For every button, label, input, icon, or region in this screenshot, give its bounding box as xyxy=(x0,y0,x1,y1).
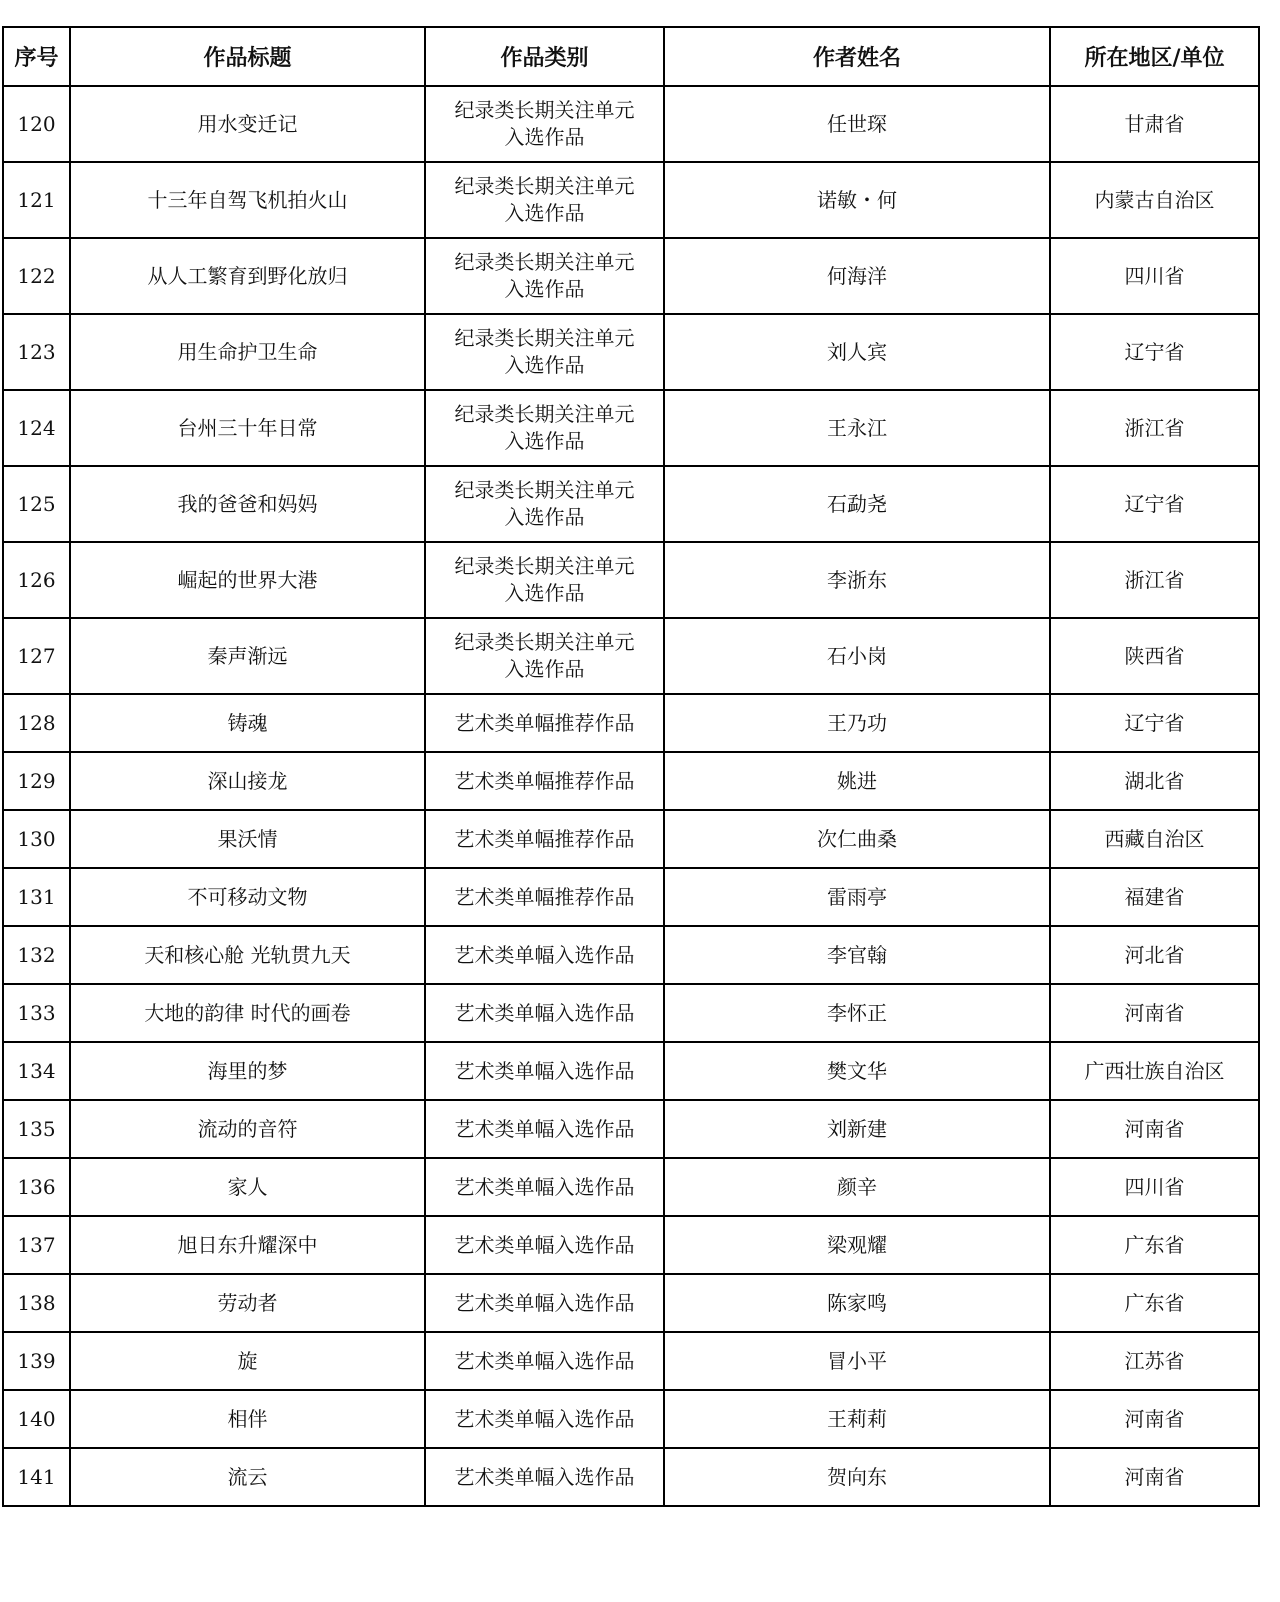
category-line: 入选作品 xyxy=(504,125,585,149)
table-row xyxy=(3,1100,1259,1158)
cell-number: 126 xyxy=(3,542,70,618)
cell-number: 135 xyxy=(3,1100,70,1158)
cell-category xyxy=(425,542,664,618)
cell-category xyxy=(425,466,664,542)
cell-title: 果沃情 xyxy=(70,810,425,868)
cell-author: 王乃功 xyxy=(664,694,1050,752)
cell-number: 134 xyxy=(3,1042,70,1100)
table-row xyxy=(3,752,1259,810)
cell-region: 广东省 xyxy=(1050,1274,1259,1332)
cell-author: 冒小平 xyxy=(664,1332,1050,1390)
cell-author: 刘人宾 xyxy=(664,314,1050,390)
cell-category xyxy=(425,238,664,314)
table-row xyxy=(3,984,1259,1042)
cell-author: 李怀正 xyxy=(664,984,1050,1042)
table-row xyxy=(3,1448,1259,1506)
cell-title: 天和核心舱 光轨贯九天 xyxy=(70,926,425,984)
category-line: 艺术类单幅入选作品 xyxy=(454,1406,635,1431)
category-line: 艺术类单幅入选作品 xyxy=(454,942,635,967)
table-row xyxy=(3,1042,1259,1100)
cell-number: 129 xyxy=(3,752,70,810)
cell-author: 陈家鸣 xyxy=(664,1274,1050,1332)
cell-number: 122 xyxy=(3,238,70,314)
cell-author: 贺向东 xyxy=(664,1448,1050,1506)
cell-region: 河北省 xyxy=(1050,926,1259,984)
cell-category xyxy=(425,86,664,162)
cell-title: 从人工繁育到野化放归 xyxy=(70,238,425,314)
table-body xyxy=(3,86,1259,1506)
cell-region: 湖北省 xyxy=(1050,752,1259,810)
table-header-row xyxy=(3,27,1259,86)
cell-number: 139 xyxy=(3,1332,70,1390)
header-title: 作品标题 xyxy=(70,27,425,86)
cell-region: 浙江省 xyxy=(1050,390,1259,466)
cell-number: 140 xyxy=(3,1390,70,1448)
table-row xyxy=(3,1332,1259,1390)
category-line: 纪录类长期关注单元 xyxy=(454,402,635,426)
cell-author: 颜辛 xyxy=(664,1158,1050,1216)
cell-number: 137 xyxy=(3,1216,70,1274)
cell-title: 台州三十年日常 xyxy=(70,390,425,466)
cell-title: 用水变迁记 xyxy=(70,86,425,162)
cell-category xyxy=(425,1100,664,1158)
cell-number: 133 xyxy=(3,984,70,1042)
cell-region: 广东省 xyxy=(1050,1216,1259,1274)
table-row xyxy=(3,162,1259,238)
category-line: 艺术类单幅入选作品 xyxy=(454,1464,635,1489)
cell-region: 河南省 xyxy=(1050,1100,1259,1158)
header-category: 作品类别 xyxy=(425,27,664,86)
category-line: 艺术类单幅入选作品 xyxy=(454,1000,635,1025)
cell-title: 深山接龙 xyxy=(70,752,425,810)
category-line: 入选作品 xyxy=(504,429,585,453)
cell-region: 广西壮族自治区 xyxy=(1050,1042,1259,1100)
category-line: 艺术类单幅推荐作品 xyxy=(454,884,635,909)
cell-number: 125 xyxy=(3,466,70,542)
cell-category xyxy=(425,752,664,810)
cell-category xyxy=(425,1216,664,1274)
category-line: 入选作品 xyxy=(504,201,585,225)
cell-region: 四川省 xyxy=(1050,238,1259,314)
cell-author: 次仁曲桑 xyxy=(664,810,1050,868)
cell-author: 任世琛 xyxy=(664,86,1050,162)
cell-category xyxy=(425,926,664,984)
cell-number: 121 xyxy=(3,162,70,238)
category-line: 纪录类长期关注单元 xyxy=(454,98,635,122)
table-row xyxy=(3,1216,1259,1274)
header-region: 所在地区/单位 xyxy=(1050,27,1259,86)
table-row xyxy=(3,694,1259,752)
cell-category xyxy=(425,390,664,466)
cell-author: 樊文华 xyxy=(664,1042,1050,1100)
cell-number: 136 xyxy=(3,1158,70,1216)
category-line: 艺术类单幅推荐作品 xyxy=(454,710,635,735)
cell-author: 王莉莉 xyxy=(664,1390,1050,1448)
cell-region: 甘肃省 xyxy=(1050,86,1259,162)
cell-category xyxy=(425,1390,664,1448)
category-line: 艺术类单幅入选作品 xyxy=(454,1290,635,1315)
cell-author: 石小岗 xyxy=(664,618,1050,694)
table-row xyxy=(3,1390,1259,1448)
cell-title: 铸魂 xyxy=(70,694,425,752)
cell-region: 辽宁省 xyxy=(1050,466,1259,542)
cell-title: 相伴 xyxy=(70,1390,425,1448)
category-line: 纪录类长期关注单元 xyxy=(454,554,635,578)
cell-category xyxy=(425,1274,664,1332)
cell-region: 辽宁省 xyxy=(1050,314,1259,390)
cell-category xyxy=(425,314,664,390)
cell-title: 旭日东升耀深中 xyxy=(70,1216,425,1274)
header-number: 序号 xyxy=(3,27,70,86)
cell-number: 131 xyxy=(3,868,70,926)
table-row xyxy=(3,390,1259,466)
table-row xyxy=(3,314,1259,390)
category-line: 纪录类长期关注单元 xyxy=(454,630,635,654)
category-line: 入选作品 xyxy=(504,277,585,301)
table-row xyxy=(3,542,1259,618)
cell-title: 流动的音符 xyxy=(70,1100,425,1158)
cell-title: 大地的韵律 时代的画卷 xyxy=(70,984,425,1042)
cell-category xyxy=(425,810,664,868)
table-row xyxy=(3,810,1259,868)
category-line: 纪录类长期关注单元 xyxy=(454,478,635,502)
category-line: 艺术类单幅推荐作品 xyxy=(454,826,635,851)
cell-author: 姚进 xyxy=(664,752,1050,810)
cell-region: 辽宁省 xyxy=(1050,694,1259,752)
cell-category xyxy=(425,618,664,694)
cell-region: 河南省 xyxy=(1050,1448,1259,1506)
header-author: 作者姓名 xyxy=(664,27,1050,86)
results-table xyxy=(2,26,1260,1507)
cell-category xyxy=(425,984,664,1042)
cell-region: 内蒙古自治区 xyxy=(1050,162,1259,238)
cell-region: 西藏自治区 xyxy=(1050,810,1259,868)
category-line: 艺术类单幅推荐作品 xyxy=(454,768,635,793)
category-line: 艺术类单幅入选作品 xyxy=(454,1348,635,1373)
cell-number: 120 xyxy=(3,86,70,162)
cell-author: 王永江 xyxy=(664,390,1050,466)
category-line: 艺术类单幅入选作品 xyxy=(454,1058,635,1083)
cell-region: 四川省 xyxy=(1050,1158,1259,1216)
cell-author: 梁观耀 xyxy=(664,1216,1050,1274)
cell-number: 132 xyxy=(3,926,70,984)
category-line: 入选作品 xyxy=(504,505,585,529)
cell-category xyxy=(425,1332,664,1390)
cell-category xyxy=(425,1448,664,1506)
table-row xyxy=(3,1158,1259,1216)
cell-title: 海里的梦 xyxy=(70,1042,425,1100)
cell-title: 十三年自驾飞机拍火山 xyxy=(70,162,425,238)
cell-category xyxy=(425,1158,664,1216)
category-line: 入选作品 xyxy=(504,657,585,681)
cell-title: 不可移动文物 xyxy=(70,868,425,926)
cell-category xyxy=(425,868,664,926)
cell-region: 陕西省 xyxy=(1050,618,1259,694)
cell-region: 河南省 xyxy=(1050,1390,1259,1448)
cell-author: 石勐尧 xyxy=(664,466,1050,542)
cell-category xyxy=(425,1042,664,1100)
cell-author: 雷雨亭 xyxy=(664,868,1050,926)
cell-title: 崛起的世界大港 xyxy=(70,542,425,618)
cell-author: 李官翰 xyxy=(664,926,1050,984)
cell-title: 流云 xyxy=(70,1448,425,1506)
table-row xyxy=(3,1274,1259,1332)
cell-author: 李浙东 xyxy=(664,542,1050,618)
cell-number: 130 xyxy=(3,810,70,868)
table-row xyxy=(3,86,1259,162)
cell-number: 128 xyxy=(3,694,70,752)
table-row xyxy=(3,466,1259,542)
cell-number: 124 xyxy=(3,390,70,466)
category-line: 纪录类长期关注单元 xyxy=(454,174,635,198)
cell-title: 我的爸爸和妈妈 xyxy=(70,466,425,542)
category-line: 入选作品 xyxy=(504,581,585,605)
cell-category xyxy=(425,694,664,752)
category-line: 纪录类长期关注单元 xyxy=(454,326,635,350)
cell-author: 刘新建 xyxy=(664,1100,1050,1158)
category-line: 艺术类单幅入选作品 xyxy=(454,1116,635,1141)
cell-region: 浙江省 xyxy=(1050,542,1259,618)
category-line: 艺术类单幅入选作品 xyxy=(454,1174,635,1199)
category-line: 入选作品 xyxy=(504,353,585,377)
category-line: 艺术类单幅入选作品 xyxy=(454,1232,635,1257)
table-row xyxy=(3,618,1259,694)
cell-title: 旋 xyxy=(70,1332,425,1390)
cell-category xyxy=(425,162,664,238)
cell-region: 福建省 xyxy=(1050,868,1259,926)
cell-region: 江苏省 xyxy=(1050,1332,1259,1390)
cell-number: 138 xyxy=(3,1274,70,1332)
cell-number: 127 xyxy=(3,618,70,694)
table-row xyxy=(3,926,1259,984)
category-line: 纪录类长期关注单元 xyxy=(454,250,635,274)
cell-title: 秦声渐远 xyxy=(70,618,425,694)
cell-number: 141 xyxy=(3,1448,70,1506)
cell-region: 河南省 xyxy=(1050,984,1259,1042)
cell-title: 家人 xyxy=(70,1158,425,1216)
cell-title: 用生命护卫生命 xyxy=(70,314,425,390)
table-row xyxy=(3,238,1259,314)
cell-author: 诺敏・何 xyxy=(664,162,1050,238)
cell-title: 劳动者 xyxy=(70,1274,425,1332)
table-row xyxy=(3,868,1259,926)
cell-number: 123 xyxy=(3,314,70,390)
cell-author: 何海洋 xyxy=(664,238,1050,314)
